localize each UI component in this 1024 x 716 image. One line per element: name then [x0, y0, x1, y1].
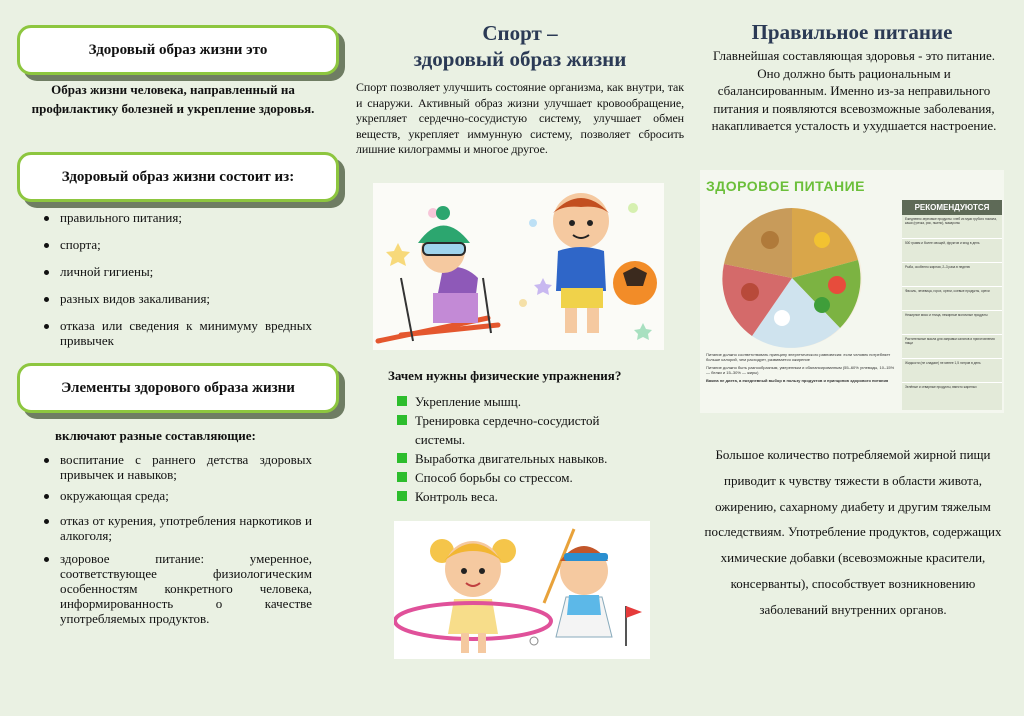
banner-healthy-lifestyle-is [17, 25, 339, 75]
list-item: Контроль веса. [393, 487, 643, 506]
sport-title-line-2: здоровый образ жизни [413, 47, 627, 71]
components-list [38, 210, 312, 348]
poster-note-1: Питание должно соответствовать принципу энергетического равновесия: если человек потребляет больше калорий, чем расходует, развивается ожирение [706, 352, 891, 362]
kids-sport-illustration [373, 183, 664, 350]
list-item: личной гигиены; [38, 264, 312, 279]
list-item: Ежедневно зерновые продукты: хлеб из муки грубого помола, каши (гречка, рис, пшено), макароны [902, 215, 1002, 239]
includes-heading: включают разные составляющие: [55, 428, 256, 443]
list-item: Зелёные и отварные продукты, вместо жареных [905, 385, 977, 389]
recommend-heading: РЕКОМЕНДУЮТСЯ [902, 200, 1002, 215]
banner-3-text: Элементы здорового образа жизни [61, 379, 295, 396]
list-item: Выработка двигательных навыков. [393, 449, 643, 468]
banner-2-text: Здоровый образ жизни состоит из: [61, 168, 295, 185]
sport-title-line-1: Спорт – [482, 21, 558, 45]
recommend-panel [902, 200, 1002, 410]
list-item: Жидкости (не сладкие) не менее 1,5 литров в день [902, 359, 1002, 383]
banner-elements [17, 363, 339, 413]
banner-1-text: Здоровый образ жизни это [88, 41, 268, 58]
sport-title [355, 20, 685, 72]
poster-title: ЗДОРОВОЕ ПИТАНИЕ [706, 178, 865, 194]
sport-kids-drawing [373, 183, 664, 350]
list-item: окружающая среда; [38, 488, 312, 503]
healthy-food-poster [700, 170, 1004, 413]
list-item: разных видов закаливания; [38, 291, 312, 306]
exercise-reasons-list [393, 392, 643, 506]
list-item: 500 грамм и более овощей, фруктов и ягод в день [902, 239, 1002, 263]
list-item: Растительные масла для заправки салатов и приготовления пищи [902, 335, 1002, 359]
recommend-items [902, 215, 1002, 407]
exercise-question: Зачем нужны физические упражнения? [388, 368, 622, 383]
definition-text: Образ жизни человека, направленный на профилактику болезней и укрепление здоровья. [31, 82, 315, 116]
poster-note-3: Важна не диета, а ежедневный выбор в пользу продуктов и принципов здорового питания [706, 378, 889, 383]
list-item: воспитание с раннего детства здоровых привычек и навыков; [38, 452, 312, 482]
poster-note-2: Питание должно быть разнообразным, умеренным и сбалансированным (55–60% углеводы, 10–15% — белки и 15–30% — жиры) [706, 365, 895, 375]
list-item: отказа или сведения к минимуму вредных привычек [38, 318, 312, 348]
list-item: Фасоль, чечевица, горох, орехи, соевые продукты, орехи [902, 287, 1002, 311]
list-item: Способ борьбы со стрессом. [393, 468, 643, 487]
girls-sport-illustration [394, 521, 650, 659]
poster-notes [706, 352, 898, 383]
nutrition-intro: Главнейшая составляющая здоровья - это питание. Оно должно быть рациональным и сбалансированным. Именно из-за неправильного питания и появляются всевозможные заболевания, накапливается усталость и ухудшается настроение. [711, 48, 997, 133]
food-wheel-image [712, 200, 902, 350]
list-item: Рыба, особенно жирная, 2–3 раза в неделю [902, 263, 1002, 287]
list-item: Нежирное мясо и птица, нежирные молочные продукты [902, 311, 1002, 335]
nutrition-title: Правильное питание [751, 20, 953, 44]
list-item: спорта; [38, 237, 312, 252]
nutrition-body: Большое количество потребляемой жирной пищи приводит к чувству тяжести в области живота, ожирению, сахарному диабету и другим тяжелым последствиям. Употребление продуктов, содержащих химические добавки (всевозможные красители, консерванты), способствует возникновению заболеваний внутренних органов. [704, 447, 1002, 617]
list-item: здоровое питание: умеренное, соответствующее физиологическим особенностям конкретного человека, информированность о качестве употребляемых продуктов. [38, 551, 312, 626]
list-item: Тренировка сердечно-сосудистой системы. [393, 411, 643, 449]
girls-hoop-drawing [394, 521, 650, 659]
elements-list [38, 452, 312, 626]
list-item: правильного питания; [38, 210, 312, 225]
list-item: отказ от курения, употребления наркотиков и алкоголя; [38, 513, 312, 543]
sport-intro: Спорт позволяет улучшить состояние организма, как внутри, так и снаружи. Активный образ жизни улучшает кровообращение, укрепляет сердечно-сосудистую систему, улучшает обмен веществ, укрепляет иммунную систему, позволяет сбросить лишние килограммы и многое другое. [356, 80, 684, 156]
banner-consists-of [17, 152, 339, 202]
list-item: Укрепление мышц. [393, 392, 643, 411]
